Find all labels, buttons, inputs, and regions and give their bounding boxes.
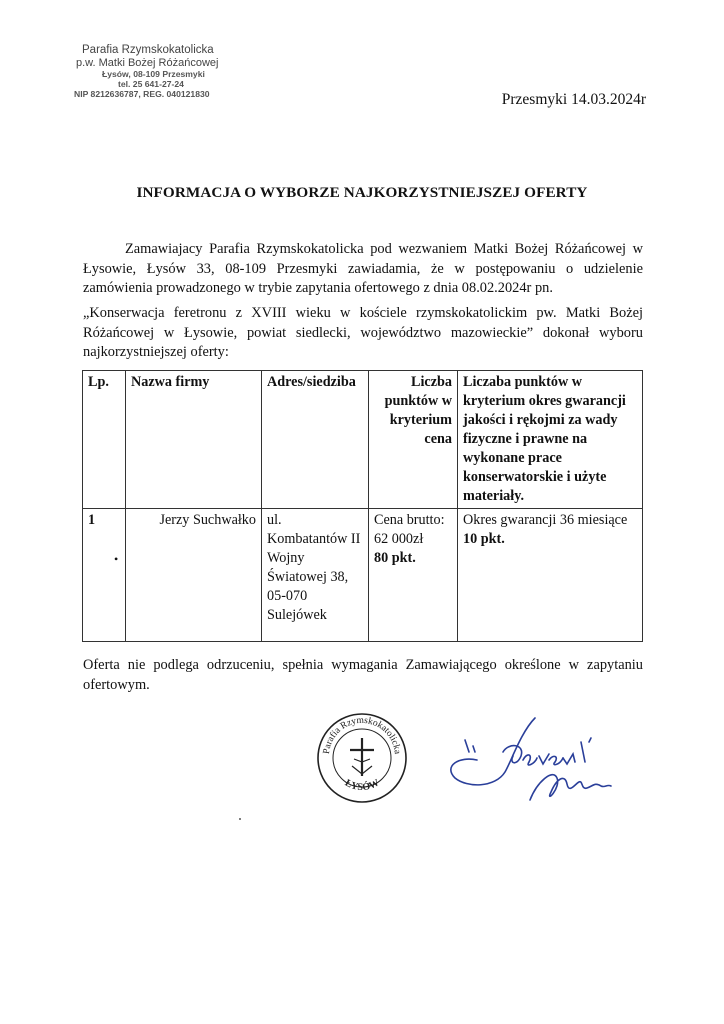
header-warranty-points: Liczaba punktów w kryterium okres gwarancji jakości i rękojmi za wady fizyczne i prawne na wykonane prace konserwatorskie i użyte materiały. — [458, 371, 643, 509]
paragraph-intro: Zamawiajacy Parafia Rzymskokatolicka pod wezwaniem Matki Bożej Różańcowej w Łysowie, Łysów 33, 08-109 Przesmyki zawiadamia, że w postępowaniu o udzielenie zamówienia prowadzonego w trybie zapytania ofertowego z dnia 08.02.2024r pn. — [83, 241, 643, 296]
stamp-line-nip-regon: NIP 8212636787, REG. 040121830 — [74, 88, 210, 99]
cell-lp — [83, 509, 126, 642]
header-price-points: Liczba punktów w kryterium cena — [369, 371, 458, 509]
parish-header-stamp — [74, 44, 264, 99]
row-lp: 1 — [88, 512, 96, 528]
offers-table — [82, 370, 643, 642]
paragraph-project: „Konserwacja feretronu z XVIII wieku w kościele rzymskokatolickim pw. Matki Bożej Różańcowej w Łysowie, powiat siedlecki, województwo mazowieckie” dokonał wyboru najkorzystniejszej oferty: — [83, 305, 643, 360]
header-address: Adres/siedziba — [262, 371, 369, 509]
warranty-points: 10 pkt. — [463, 531, 505, 547]
document-title: INFORMACJA O WYBORZE NAJKORZYSTNIEJSZEJ OFERTY — [136, 184, 588, 201]
document-date: Przesmyki 14.03.2024r — [501, 91, 646, 108]
paragraph-conclusion: Oferta nie podlega odrzuceniu, spełnia wymagania Zamawiającego określone w zapytaniu ofertowym. — [83, 657, 643, 693]
handwritten-signature — [425, 712, 630, 807]
table-row — [83, 509, 643, 642]
svg-text:ŁYSÓW — [343, 778, 381, 794]
header-lp: Lp. — [83, 371, 126, 509]
stamp-line-phone: tel. 25 641-27-24 — [118, 78, 184, 89]
cell-warranty — [458, 509, 643, 642]
parish-round-seal — [316, 712, 408, 804]
stamp-line-dedication: p.w. Matki Bożej Różańcowej — [76, 57, 219, 70]
cell-price — [369, 509, 458, 642]
price-points: 80 pkt. — [374, 550, 416, 566]
header-company-name: Nazwa firmy — [126, 371, 262, 509]
cell-address: ul. Kombatantów II Wojny Światowej 38, 05-070 Sulejówek — [262, 509, 369, 642]
stamp-line-address: Łysów, 08-109 Przesmyki — [102, 68, 205, 79]
price-label: Cena brutto: 62 000zł — [374, 512, 445, 547]
table-header-row — [83, 371, 643, 509]
stray-dot: • — [114, 552, 119, 566]
seal-text-bottom: ŁYSÓW — [342, 777, 382, 794]
seal-text-top: Parafia Rzymskokatolicka — [321, 715, 402, 755]
cell-company-name: Jerzy Suchwałko — [126, 509, 262, 642]
stamp-line-parish: Parafia Rzymskokatolicka — [82, 44, 214, 56]
warranty-label: Okres gwarancji 36 miesiące — [463, 512, 628, 528]
cross-emblem-icon — [350, 738, 374, 776]
scan-speck — [239, 818, 241, 820]
